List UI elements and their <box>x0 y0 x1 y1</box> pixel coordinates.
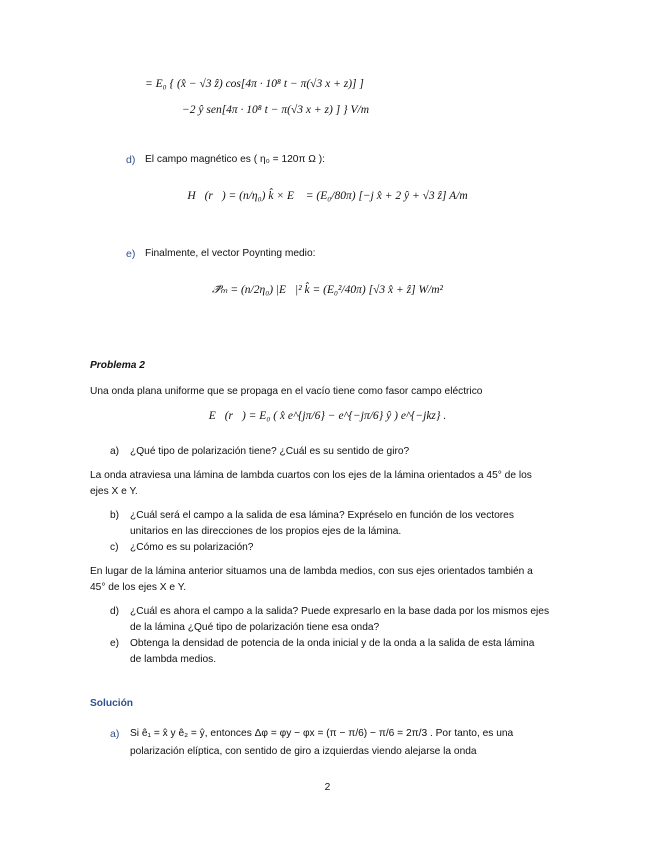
item-d-label: d) <box>126 154 136 166</box>
paragraph-quarter-wave-line-2: ejes X e Y. <box>90 486 138 497</box>
electric-field-equation: E⃗(r⃗) = E₀ ( x̂ e^{jπ/6} − e^{−jπ/6} ŷ ) e^{−jkz} . <box>208 410 447 422</box>
question-a-text: ¿Qué tipo de polarización tiene? ¿Cuál es su sentido de giro? <box>130 446 410 457</box>
question-e-line-2: de lambda medios. <box>130 654 217 665</box>
item-d-text: El campo magnético es ( η₀ = 120π Ω ): <box>145 154 325 165</box>
question-c-text: ¿Cómo es su polarización? <box>130 542 254 553</box>
question-b-line-2: unitarios en las direcciones de los propios ejes de la lámina. <box>130 526 402 537</box>
solution-a-line-1: Si ê₁ = x̂ y ê₂ = ŷ, entonces Δφ = φy − φx = (π − π/6) − π/6 = 2π/3 . Por tanto, es una <box>130 728 514 739</box>
question-c-label: c) <box>110 542 119 553</box>
paragraph-quarter-wave-line-1: La onda atraviesa una lámina de lambda cuartos con los ejes de la lámina orientados a 45° de los <box>90 470 532 481</box>
question-e-label: e) <box>110 638 120 649</box>
item-e-text: Finalmente, el vector Poynting medio: <box>145 248 316 259</box>
solution-title: Solución <box>90 698 134 709</box>
question-b-line-1: ¿Cuál será el campo a la salida de esa lámina? Expréselo en función de los vectores <box>130 510 514 521</box>
poynting-equation: 𝒫⃗ₘ = (n/2η₀) |E⃗|² k̂ = (E₀²/40π) [√3 x̂ + ẑ] W/m² <box>212 284 443 296</box>
solution-a-line-2: polarización elíptica, con sentido de giro a izquierdas viendo alejarse la onda <box>130 746 477 757</box>
question-a-label: a) <box>110 446 120 457</box>
paragraph-half-wave-line-2: 45° de los ejes X e Y. <box>90 582 187 593</box>
page-number: 2 <box>324 782 331 793</box>
question-b-label: b) <box>110 510 120 521</box>
question-d-label: d) <box>110 606 120 617</box>
paragraph-half-wave-line-1: En lugar de la lámina anterior situamos una de lambda medios, con sus ejes orientados también a <box>90 566 533 577</box>
question-d-line-2: de la lámina ¿Qué tipo de polarización tiene esa onda? <box>130 622 380 633</box>
question-e-line-1: Obtenga la densidad de potencia de la onda inicial y de la onda a la salida de esta lámina <box>130 638 535 649</box>
solution-a-label: a) <box>110 728 120 740</box>
magnetic-field-equation: H⃗(r⃗) = (n/η₀) k̂ × E⃗ = (E₀/80π) [−j x̂ + 2 ŷ + √3 ẑ] A/m <box>187 190 468 202</box>
problem-2-intro: Una onda plana uniforme que se propaga en el vacío tiene como fasor campo eléctrico <box>90 386 483 397</box>
equation-line-2: −2 ŷ sen[4π · 10⁸ t − π(√3 x + z) ] } V/m <box>182 104 370 116</box>
item-e-label: e) <box>126 248 136 260</box>
problem-2-title: Problema 2 <box>90 360 145 371</box>
question-d-line-1: ¿Cuál es ahora el campo a la salida? Puede expresarlo en la base dada por los mismos ejes <box>130 606 550 617</box>
equation-line-1: = E₀ { (x̂ − √3 ẑ) cos[4π · 10⁸ t − π(√3 x + z)] ] <box>145 78 364 90</box>
